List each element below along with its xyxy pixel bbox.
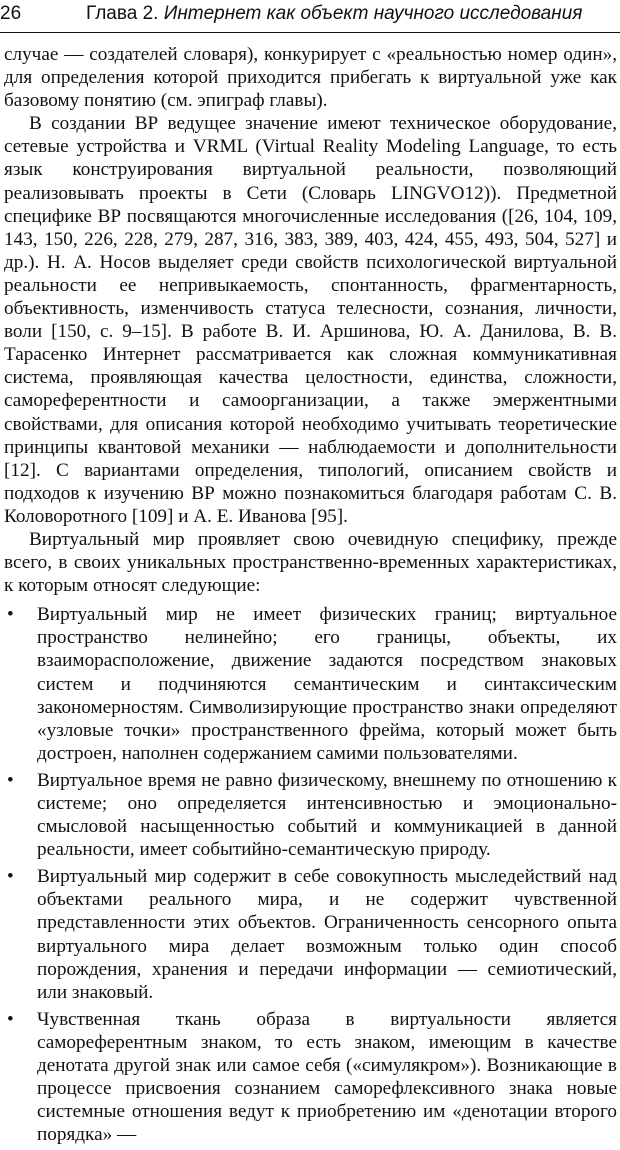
bullet-icon: • <box>7 866 14 888</box>
paragraph-vr-research: В создании ВР ведущее значение имеют техническое оборудование, сетевые устройства и VRML (Virtual Reality Modeling Language, то есть язык конструирования виртуальной реальности, позволяющий реализовывать проекты в Сети (Словарь LINGVO12)). Предметной специфике ВР посвящаются многочисленные исследования ([26, 104, 109, 143, 150, 226, 228, 279, 287, 316, 383, 389, 403, 424, 455, 493, 504, 527] и др.). Н. А. Носов выделяет среди свойств психологической виртуальной реальности ее непривыкаемость, спонтанность, фрагментарность, объективность, изменчивость статуса телесности, сознания, личности, воли [150, с. 9–15]. В работе В. И. Аршинова, Ю. А. Данилова, В. В. Тарасенко Интернет рассматривается как сложная коммуникативная система, проявляющая качества целостности, единства, сложности, самореферентности и самоорганизации, а также эмержентными свойствами, для описания которой необходимо учитывать теоретические принципы квантовой механики — наблюдаемости и дополнительности [12]. С вариантами определения, типологий, описанием свойств и подходов к изучению ВР можно познакомиться благодаря работам С. В. Коловоротного [109] и А. Е. Иванова [95]. <box>4 113 617 527</box>
list-item <box>4 865 617 1004</box>
page-body <box>4 43 617 1150</box>
bullet-icon: • <box>7 604 14 626</box>
paragraph-characteristics-intro: Виртуальный мир проявляет свою очевидную специфику, прежде всего, в своих уникальных пространственно-временных характеристиках, к которым относят следующие: <box>4 528 617 597</box>
chapter-title <box>86 3 582 25</box>
list-item-text: Виртуальный мир не имеет физических границ; виртуальное пространство нелинейно; его границы, объекты, их взаиморасположение, движение задаются посредством знаковых систем и подчиняются семантическим и синтаксическим закономерностям. Символизирующие пространство знаки определяют «узловые точки» пространственного фрейма, который может быть достроен, наполнен содержанием самими пользователями. <box>37 604 617 764</box>
list-item <box>4 1008 617 1147</box>
paragraph-continuation: случае — создателей словаря), конкурирует с «реальностью номер один», для определения которой приходится прибегать к виртуальной уже как базовому понятию (см. эпиграф главы). <box>4 44 617 112</box>
list-item-text: Чувственная ткань образа в виртуальности является самореферентным знаком, то есть знаком, имеющим в качестве денотата другой знак или самое себя («симулякром»). Возникающие в процессе присвоения сознанием саморефлексивного знака новые системные отношения ведут к приобретению им «денотации второго порядка» — <box>37 1008 617 1146</box>
list-item <box>4 769 617 861</box>
bullet-icon: • <box>7 769 14 791</box>
running-header <box>0 0 620 33</box>
page-number: 26 <box>0 3 22 24</box>
characteristics-list <box>4 603 617 1146</box>
list-item-text: Виртуальное время не равно физическому, внешнему по отношению к системе; оно определяется интенсивностью и эмоционально-смысловой насыщенностью событий и коммуникацией в данной реальности, имеет событийно-семантическую природу. <box>37 769 617 861</box>
chapter-label: Глава 2. <box>86 3 159 24</box>
list-item-text: Виртуальный мир содержит в себе совокупность мыследействий над объектами реального мира, и не содержит чувственной представленности этих объектов. Ограниченность сенсорного опыта виртуального мира делает возможным только один способ порождения, хранения и передачи информации — семиотический, или знаковый. <box>37 866 617 1003</box>
list-item <box>4 603 617 765</box>
bullet-icon: • <box>7 1008 14 1030</box>
chapter-name: Интернет как объект научного исследования <box>163 3 583 24</box>
